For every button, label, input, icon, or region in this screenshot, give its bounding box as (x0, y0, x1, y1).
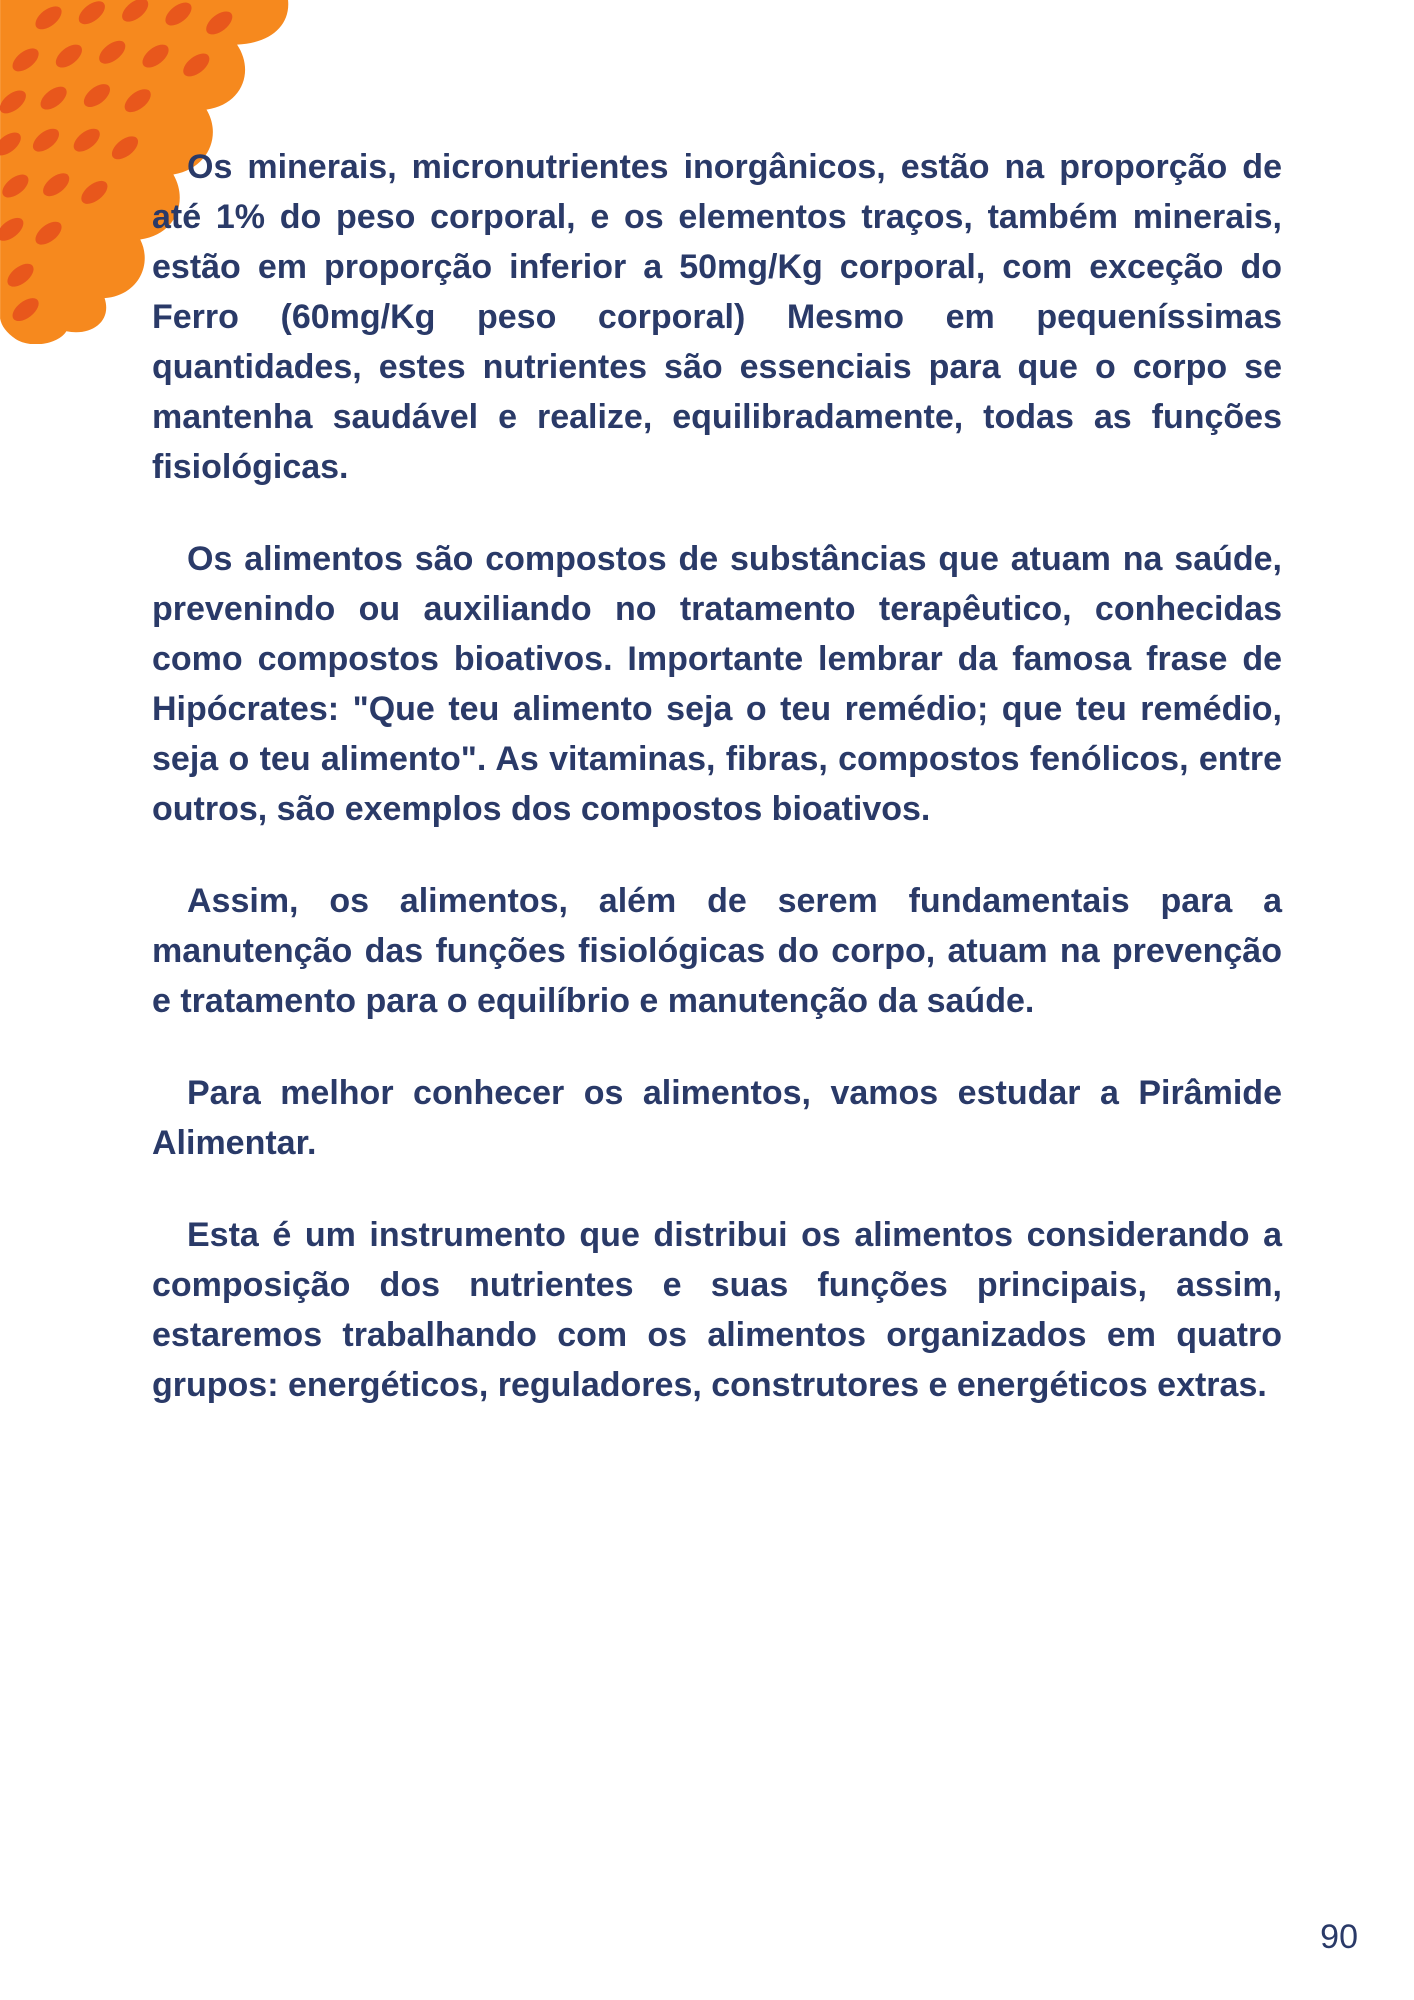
body-text (152, 142, 1282, 1410)
paragraph-minerals: Os minerais, micronutrientes inorgânicos, estão na proporção de até 1% do peso corporal, e os elementos traços, também minerais, estão em proporção inferior a 50mg/Kg corporal, com exceção do Ferro (60mg/Kg peso corporal) Mesmo em pequeníssimas quantidades, estes nutrientes são essenciais para que o corpo se mantenha saudável e realize, equilibradamente, todas as funções fisiológicas. (152, 148, 1282, 486)
paragraph-bioactives: Os alimentos são compostos de substâncias que atuam na saúde, prevenindo ou auxiliando no tratamento terapêutico, conhecidas como compostos bioativos. Importante lembrar da famosa frase de Hipócrates: "Que teu alimento seja o teu remédio; que teu remédio, seja o teu alimento". As vitaminas, fibras, compostos fenólicos, entre outros, são exemplos dos compostos bioativos. (152, 540, 1282, 828)
paragraph-food-groups: Esta é um instrumento que distribui os alimentos considerando a composição dos nutrientes e suas funções principais, assim, estaremos trabalhando com os alimentos organizados em quatro grupos: energéticos, reguladores, construtores e energéticos extras. (152, 1216, 1282, 1404)
paragraph-food-functions: Assim, os alimentos, além de serem fundamentais para a manutenção das funções fisiológicas do corpo, atuam na prevenção e tratamento para o equilíbrio e manutenção da saúde. (152, 882, 1282, 1020)
page-number: 90 (1320, 1918, 1358, 1956)
paragraph-food-pyramid: Para melhor conhecer os alimentos, vamos estudar a Pirâmide Alimentar. (152, 1074, 1282, 1162)
